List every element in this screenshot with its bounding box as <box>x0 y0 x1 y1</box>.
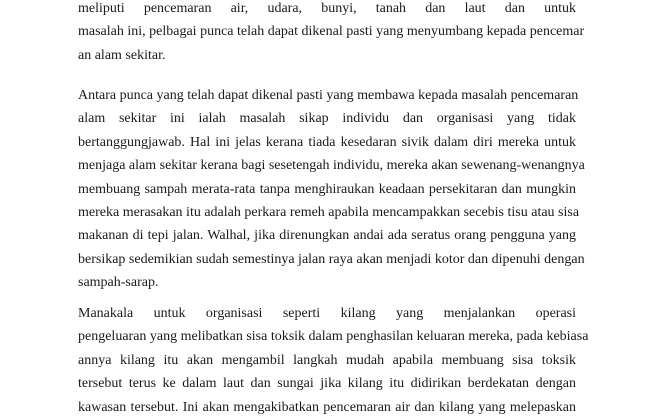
paragraph-line: masalah ini, pelbagai punca telah dapat dikenal pasti yang menyumbang kepada pencemar <box>78 24 585 40</box>
paragraph-2 <box>78 84 585 295</box>
paragraph-line: Antara punca yang telah dapat dikenal pasti yang membawa kepada masalah pencemaran <box>78 88 579 103</box>
paragraph-line: tersebut terus ke dalam laut dan sungai jika kilang itu didirikan berdekatan dengan <box>78 376 576 392</box>
paragraph-line: makanan di tepi jalan. Walhal, jika direnungkan andai ada seratus orang pengguna yang <box>78 228 576 244</box>
paragraph-line: bersikap sedemikian sudah semestinya jalan raya akan menjadi kotor dan dipenuhi dengan <box>78 251 585 267</box>
paragraph-line: annya kilang itu akan mengambil langkah mudah apabila membuang sisa toksik <box>78 352 576 368</box>
paragraph-line: mereka merasakan itu adalah perkara remeh apabila mencampakkan secebis tisu atau sisa <box>78 204 580 220</box>
paragraph-line: bertanggungjawab. Hal ini jelas kerana tiada kesedaran sivik dalam diri mereka untuk <box>78 134 576 150</box>
paragraph-line: pengeluaran yang melibatkan sisa toksik dalam penghasilan keluaran mereka, pada kebiasa <box>78 329 589 345</box>
paragraph-3 <box>78 302 589 419</box>
paragraph-line: sampah-sarap. <box>78 275 159 291</box>
paragraph-line: an alam sekitar. <box>78 47 166 63</box>
paragraph-line: meliputi pencemaran air, udara, bunyi, tanah dan laut dan untuk <box>78 1 576 16</box>
paragraph-line: Manakala untuk organisasi seperti kilang yang menjalankan operasi <box>78 306 576 321</box>
paragraph-1 <box>78 0 585 67</box>
paragraph-line: menjaga alam sekitar kerana bagi sesetengah individu, mereka akan sewenang-wenangnya <box>78 158 585 174</box>
paragraph-line: membuang sampah merata-rata tanpa menghiraukan keadaan persekitaran dan mungkin <box>78 181 576 197</box>
paragraph-line: kawasan tersebut. Ini akan mengakibatkan pencemaran air dan kilang yang melepaskan <box>78 399 576 415</box>
paragraph-line: alam sekitar ini ialah masalah sikap individu dan organisasi yang tidak <box>78 111 576 127</box>
